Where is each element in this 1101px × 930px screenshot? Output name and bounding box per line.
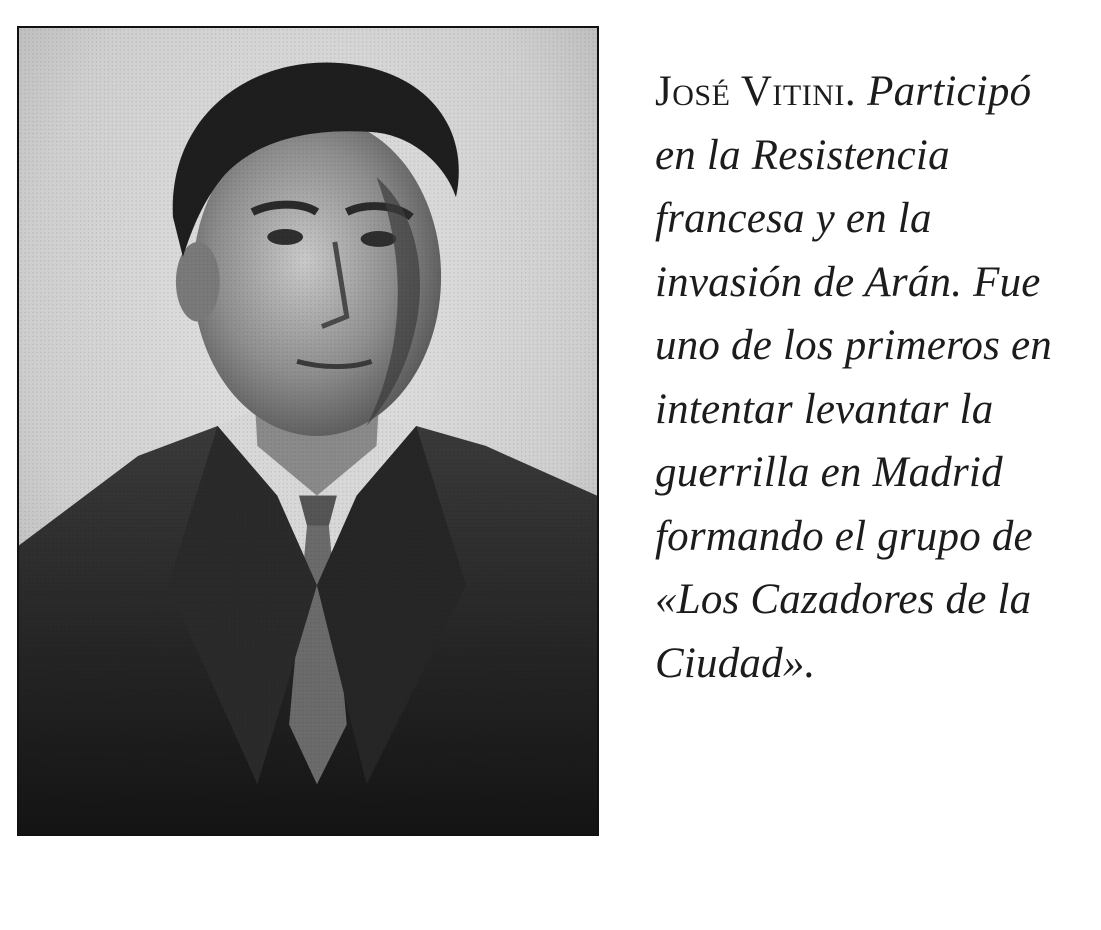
caption-line: en la Resistencia — [655, 131, 950, 179]
caption-first-line-tail: Participó — [867, 68, 1032, 115]
photo-caption — [655, 60, 1095, 695]
caption-line: «Los Cazadores de la — [655, 576, 1032, 623]
caption-line: guerrilla en Madrid — [655, 449, 1003, 496]
caption-line: intentar levantar la — [655, 385, 994, 433]
caption-name: José Vitini. — [655, 68, 857, 115]
caption-line: invasión de Arán. Fue — [655, 258, 1041, 306]
portrait-image — [19, 28, 597, 834]
caption-line: francesa y en la — [655, 195, 932, 242]
caption-line: formando el grupo de — [655, 512, 1033, 560]
caption-line: Ciudad». — [655, 639, 816, 687]
caption-line: uno de los primeros en — [655, 322, 1052, 369]
caption-first-line — [655, 60, 1095, 124]
portrait-photo — [17, 26, 599, 836]
